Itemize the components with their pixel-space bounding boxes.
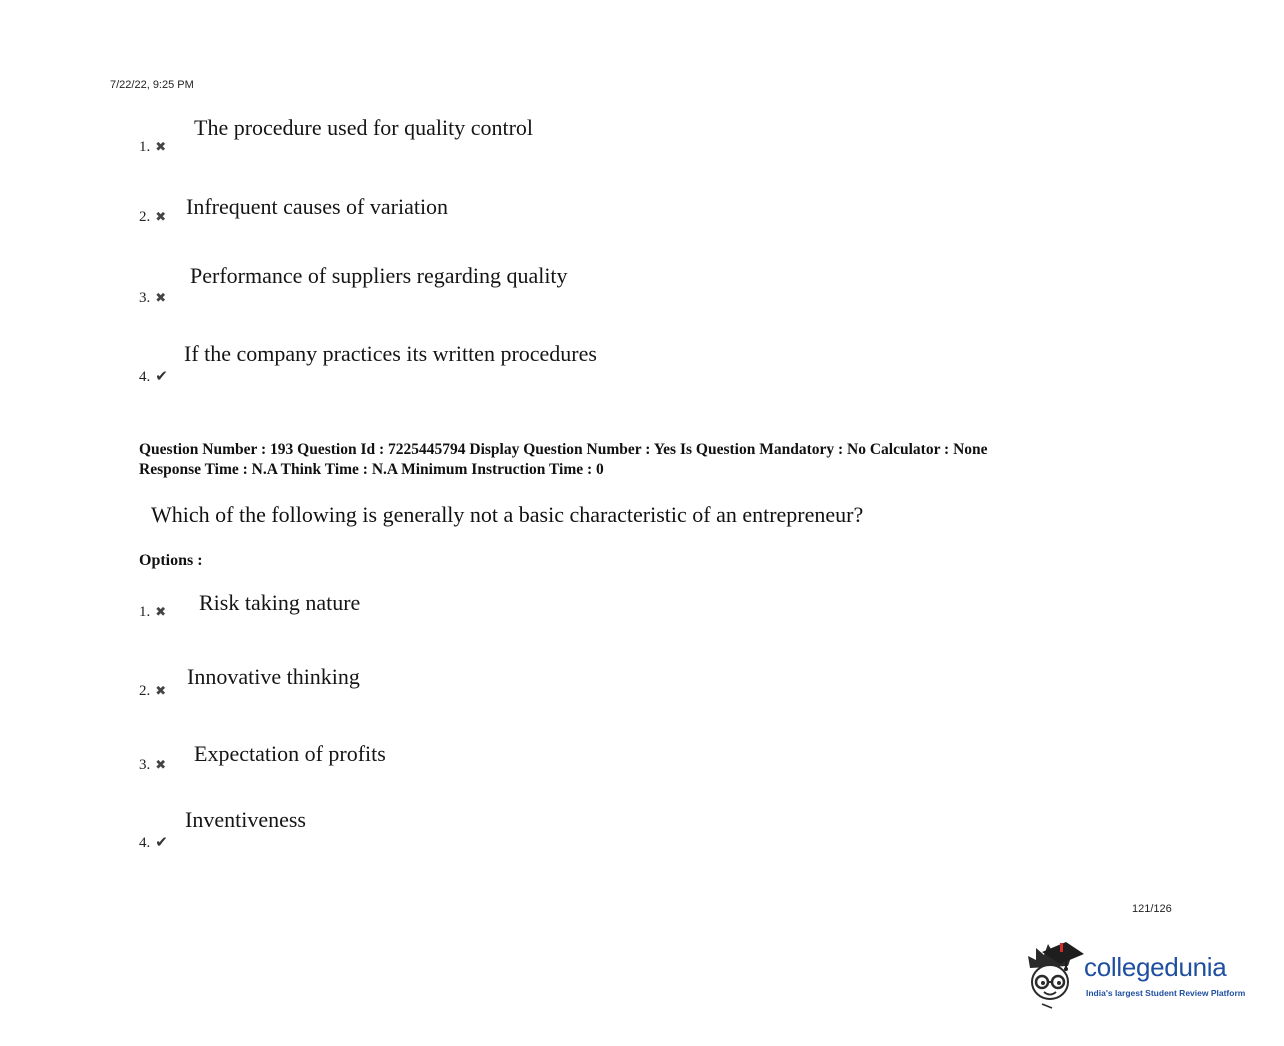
prev-option-1-text: The procedure used for quality control bbox=[194, 115, 534, 140]
cross-icon: ✖ bbox=[155, 291, 167, 306]
check-icon: ✔ bbox=[155, 833, 168, 851]
prev-option-4-text: If the company practices its written procedures bbox=[184, 341, 597, 366]
cross-icon: ✖ bbox=[155, 758, 167, 773]
option-2-number bbox=[139, 683, 166, 700]
prev-option-2-text: Infrequent causes of variation bbox=[186, 194, 449, 219]
cross-icon: ✖ bbox=[155, 605, 167, 620]
option-1-text: Risk taking nature bbox=[199, 590, 361, 615]
option-1-number bbox=[139, 604, 166, 621]
mascot-icon bbox=[1022, 938, 1086, 1010]
option-4-text: Inventiveness bbox=[185, 807, 306, 832]
prev-option-1-number bbox=[139, 139, 166, 156]
prev-option-3-number bbox=[139, 290, 166, 307]
option-number: 1. bbox=[139, 604, 151, 620]
option-number: 1. bbox=[139, 139, 151, 155]
option-3-text: Expectation of profits bbox=[194, 741, 386, 766]
option-3-number bbox=[139, 757, 166, 774]
option-number: 2. bbox=[139, 683, 151, 699]
option-number: 3. bbox=[139, 290, 151, 306]
option-number: 4. bbox=[139, 369, 151, 385]
print-timestamp: 7/22/22, 9:25 PM bbox=[110, 79, 194, 91]
check-icon: ✔ bbox=[155, 367, 168, 385]
prev-option-3-text: Performance of suppliers regarding quality bbox=[190, 263, 568, 288]
option-4-number bbox=[139, 833, 168, 852]
option-number: 4. bbox=[139, 835, 151, 851]
logo-tagline: India's largest Student Review Platform bbox=[1086, 988, 1246, 998]
cross-icon: ✖ bbox=[155, 140, 167, 155]
cross-icon: ✖ bbox=[155, 684, 167, 699]
prev-option-4-number bbox=[139, 367, 168, 386]
options-label: Options : bbox=[139, 552, 203, 569]
collegedunia-logo bbox=[1022, 938, 1262, 1010]
page-number: 121/126 bbox=[1132, 903, 1172, 915]
question-meta bbox=[139, 440, 988, 480]
logo-name: collegedunia bbox=[1084, 952, 1227, 982]
option-2-text: Innovative thinking bbox=[187, 664, 360, 689]
question-meta-line-2: Response Time : N.A Think Time : N.A Minimum Instruction Time : 0 bbox=[139, 461, 604, 478]
question-text: Which of the following is generally not a basic characteristic of an entrepreneur? bbox=[151, 502, 864, 527]
cross-icon: ✖ bbox=[155, 210, 167, 225]
option-number: 2. bbox=[139, 209, 151, 225]
question-meta-line-1: Question Number : 193 Question Id : 7225445794 Display Question Number : Yes Is Question Mandatory : No Calculator : None bbox=[139, 441, 988, 458]
prev-option-2-number bbox=[139, 209, 166, 226]
option-number: 3. bbox=[139, 757, 151, 773]
